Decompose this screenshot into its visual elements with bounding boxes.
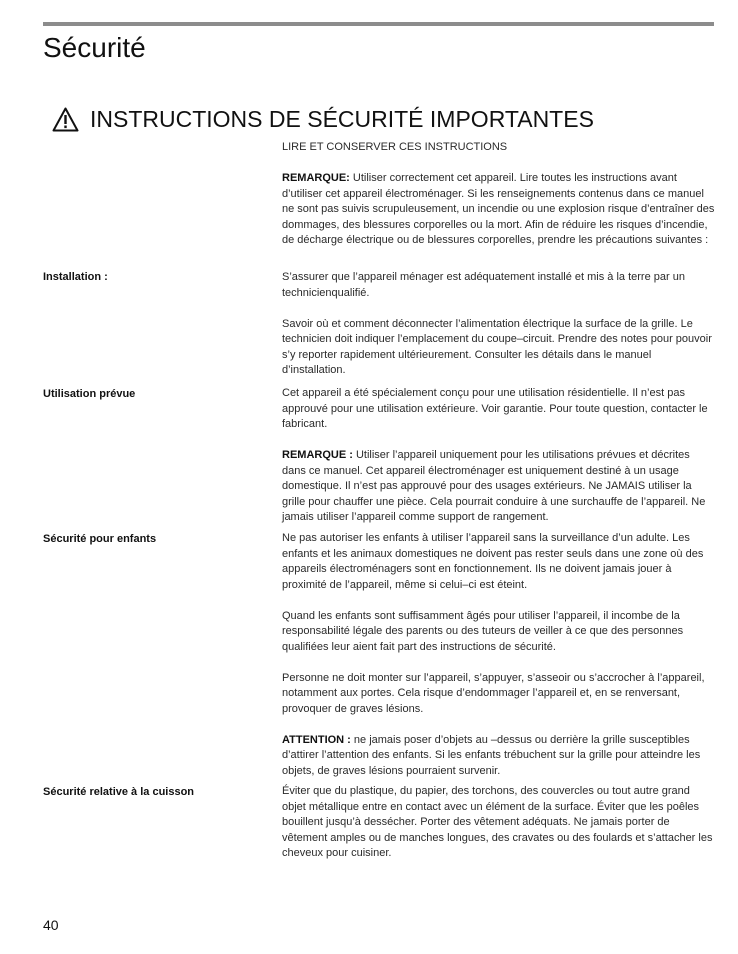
page-number: 40: [43, 917, 59, 933]
intended-use-note: [282, 448, 716, 526]
intro-note: [282, 171, 716, 249]
cooking-safety-p1: Éviter que du plastique, du papier, des torchons, des couvercles ou tout autre grand objet métallique entre en contact avec un élément de la surface. Éviter que les poêles bouillent jusqu’à dessécher. Porter des vêtement adéquats. Ne jamais porter de vêtement amples ou de manches longues, des cravates ou des foulards et s’attacher les cheveux pour cuisiner.: [282, 785, 713, 859]
child-safety-p1: Ne pas autoriser les enfants à utiliser l’appareil sans la surveillance d’un adulte. Les enfants et les animaux domestiques ne doivent pas rester seuls dans une zone où des appareils électroménagers sont en fonctionnement. Ils ne doivent jamais jouer à proximité de l’appareil, même si celui–ci est éteint.: [282, 532, 704, 591]
installation-block: [282, 270, 716, 394]
page-title: Sécurité: [43, 32, 146, 63]
child-safety-p3: Personne ne doit monter sur l’appareil, s’appuyer, s’asseoir ou s’accrocher à l’appareil, notamment aux portes. Cela risque d’endommager l’appareil et, en se renversant, provoquer de graves lésions.: [282, 671, 705, 715]
child-safety-attention: [282, 733, 716, 780]
safety-heading: [52, 106, 594, 133]
installation-p2: Savoir où et comment déconnecter l’alimentation électrique la surface de la grille. Le technicien doit indiquer l’emplacement du coupe–circuit. Prendre des notes pour pouvoir s’y reporter rapidement ultérieurement. Consulter les détails dans le manuel d’installation.: [282, 317, 712, 376]
intended-note-text: Utiliser l’appareil uniquement pour les utilisations prévues et décrites dans ce manuel. Cet appareil électroménager est uniquement destiné à un usage domestique. Il n’est pas approuvé pour des usages extérieurs. Ne JAMAIS utiliser la grille pour chauffer une pièce. Cela pourrait conduire à une surchauffe de l’appareil. Ne jamais utiliser l’appareil comme support de rangement.: [282, 449, 706, 523]
note-label: REMARQUE:: [282, 172, 350, 184]
read-keep-text: LIRE ET CONSERVER CES INSTRUCTIONS: [282, 141, 508, 153]
safety-heading-text: INSTRUCTIONS DE SÉCURITÉ IMPORTANTES: [90, 106, 594, 132]
intro-block: [282, 140, 716, 264]
child-safety-p2: Quand les enfants sont suffisamment âgés pour utiliser l’appareil, il incombe de la responsabilité légale des parents ou des tuteurs de veiller à ce que des personnes qualifiées leur aient fait part des instructions de sécurité.: [282, 609, 684, 653]
intended-use-p1: Cet appareil a été spécialement conçu pour une utilisation résidentielle. Il n’est pas approuvé pour une utilisation extérieure. Voir garantie. Pour toute question, contacter le fabricant.: [282, 387, 708, 430]
child-safety-label: Sécurité pour enfants: [43, 533, 157, 545]
installation-label: Installation :: [43, 271, 108, 283]
top-rule: [43, 22, 714, 26]
intended-use-label: Utilisation prévue: [43, 388, 136, 400]
installation-p1: S’assurer que l’appareil ménager est adéquatement installé et mis à la terre par un technicienqualifié.: [282, 271, 685, 299]
intended-use-block: [282, 386, 716, 541]
cooking-safety-label: Sécurité relative à la cuisson: [43, 786, 195, 798]
child-safety-block: [282, 531, 716, 795]
cooking-safety-block: [282, 784, 716, 877]
intended-note-label: REMARQUE :: [282, 449, 353, 461]
attention-text: ne jamais poser d’objets au –dessus ou derrière la grille susceptibles d’attirer l’attention des enfants. Si les enfants trébuchent sur la grille pour atteindre les objets, de graves lésions pourraient survenir.: [282, 733, 701, 777]
warning-triangle-icon: [52, 107, 79, 132]
attention-label: ATTENTION :: [282, 733, 351, 746]
note-text: Utiliser correctement cet appareil. Lire toutes les instructions avant d’utiliser cet appareil électroménager. Si les renseignements contenus dans ce manuel ne sont pas suivis scrupuleusement, un incendie ou une explosion risque d’entraîner des dommages, des blessures corporelles ou la mort. Afin de réduire les risques d’incendie, de décharge électrique ou de blessures corporelles, prendre les précautions suivantes :: [282, 172, 715, 246]
